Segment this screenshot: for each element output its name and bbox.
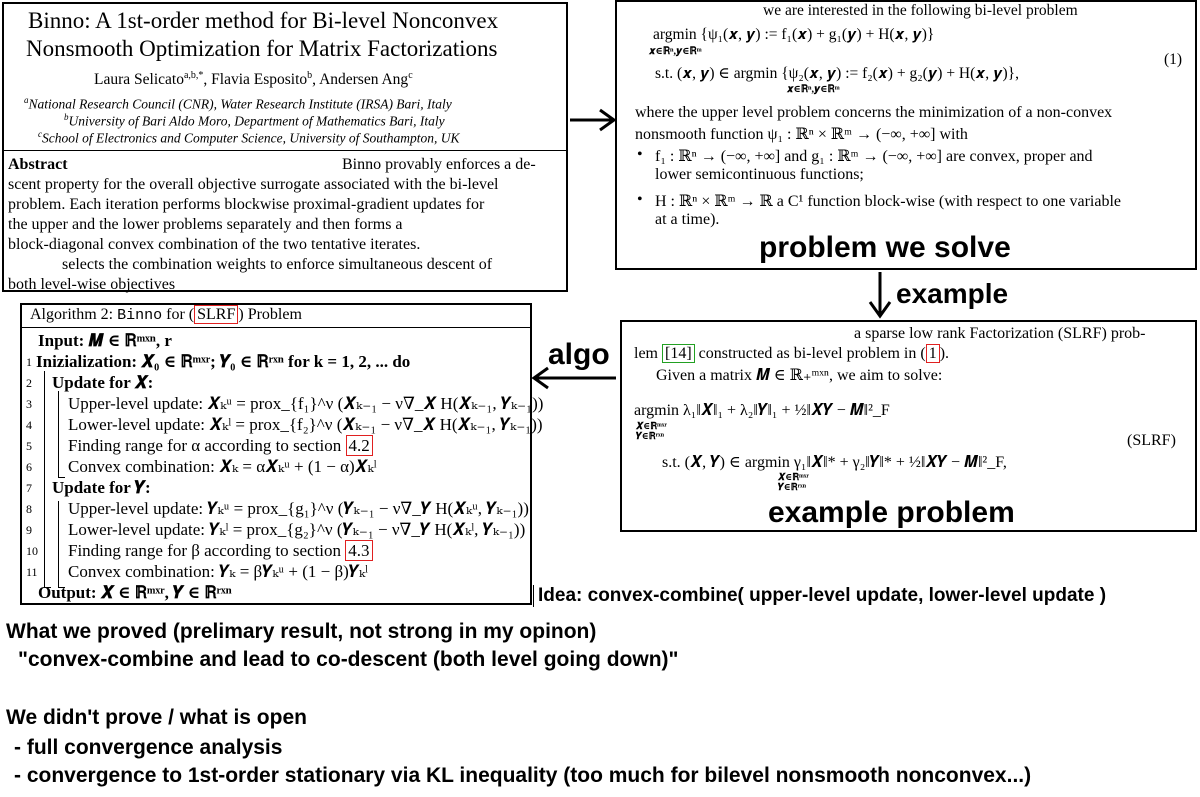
- slrf-eq-tag: (SLRF): [1127, 432, 1176, 449]
- proved-quote: "convex-combine and lead to co-descent (both level going down)": [18, 648, 679, 671]
- algorithm-line: [52, 373, 153, 393]
- algorithm-line-text: Upper-level update: 𝑿ₖᵘ = prox_{f₁}^ν (𝑿ₖ₋₁ − ν∇_𝑿 H(𝑿ₖ₋₁, 𝒀ₖ₋₁)): [68, 394, 544, 413]
- algorithm-line: [52, 478, 151, 498]
- abstract-line7: both level-wise objectives: [8, 276, 176, 293]
- problem-eq-upper: argmin {ψ₁(𝒙, 𝒚) := f₁(𝒙) + g₁(𝒚) + H(𝒙, 𝒚)}: [653, 26, 935, 43]
- abstract-line4: the upper and the lower problems separately and then forms a: [8, 216, 403, 233]
- slrf-intro-line3: Given a matrix 𝑴 ∈ ℝ₊ᵐˣⁿ, we aim to solve:: [656, 367, 943, 384]
- algorithm-header: Algorithm 2: Binno for ( SLRF ) Problem: [30, 306, 302, 324]
- paper-authors: Laura Selicato$^{a,b,*}$, Flavia Esposito$^b$, Andersen Ang$^c$: [94, 70, 413, 89]
- algorithm-line-number: 10: [26, 544, 38, 558]
- open-heading: We didn't prove / what is open: [6, 706, 307, 729]
- algorithm-line-text: Update for 𝑿:: [52, 373, 154, 392]
- example-label: example: [896, 278, 1009, 309]
- arrow-down-icon: [868, 270, 892, 320]
- abstract-line5: block-diagonal convex combination of the two tentative iterates.: [8, 236, 421, 253]
- algorithm-line-text: Inizialization: 𝑿₀ ∈ ℝᵐˣʳ; 𝒀₀ ∈ ℝʳˣⁿ for k = 1, 2, ... do: [36, 352, 411, 371]
- slrf-eq1-sub1: 𝑿∈ℝᵐˣʳ: [636, 422, 667, 432]
- open-item1: - full convergence analysis: [14, 736, 283, 759]
- algorithm-line-number: 1: [26, 355, 32, 369]
- algorithm-line-number: 9: [26, 523, 32, 537]
- algo-label: algo: [548, 338, 610, 371]
- slrf-eq2-sub1: 𝑿∈ℝᵐˣʳ: [778, 473, 809, 483]
- slrf-label: example problem: [768, 496, 1015, 529]
- paper-title-line2: Nonsmooth Optimization for Matrix Factorizations: [26, 36, 498, 61]
- algorithm-line: [68, 436, 373, 456]
- loop-bracket-x: [58, 391, 65, 478]
- section-ref[interactable]: 4.2: [346, 435, 373, 456]
- algorithm-line: [38, 331, 172, 351]
- loop-bracket-y: [58, 501, 65, 588]
- problem-eq-lower-sub: 𝒙∈ℝⁿ,𝒚∈ℝᵐ: [787, 84, 840, 95]
- proved-heading: What we proved (prelimary result, not strong in my opinon): [6, 620, 597, 643]
- problem-intro: we are interested in the following bi-level problem: [763, 2, 1078, 19]
- problem-eq-number: (1): [1164, 51, 1183, 68]
- algorithm-line-number: 7: [26, 481, 32, 495]
- problem-desc-line2: nonsmooth function ψ₁ : ℝⁿ × ℝᵐ → (−∞, +∞] with: [635, 126, 968, 143]
- slrf-intro-line2: lem [14] constructed as bi-level problem in ( 1 ).: [634, 345, 950, 362]
- algorithm-line: [68, 520, 525, 540]
- algorithm-line-text: Convex combination: 𝑿ₖ = α𝑿ₖᵘ + (1 − α)𝑿ₖˡ: [68, 457, 377, 476]
- algorithm-box: [20, 303, 544, 605]
- arrow-right-icon: [568, 108, 618, 132]
- abstract-heading: Abstract: [8, 156, 68, 173]
- slrf-eq2: s.t. (𝑿, 𝒀) ∈ argmin γ₁‖𝑿‖* + γ₂‖𝒀‖* + ½‖𝑿𝒀 − 𝑴‖²_F,: [662, 454, 1007, 471]
- algorithm-line-number: 4: [26, 418, 32, 432]
- algorithm-header-rule: [22, 327, 530, 328]
- slrf-eq1: argmin λ₁‖𝑿‖₁ + λ₂‖𝒀‖₁ + ½‖𝑿𝒀 − 𝑴‖²_F: [634, 402, 890, 419]
- algorithm-line-text: Input: 𝑴 ∈ ℝᵐˣⁿ, r: [38, 331, 172, 350]
- abstract-line6: selects the combination weights to enforce simultaneous descent of: [62, 256, 493, 273]
- slrf-box: [620, 320, 1197, 532]
- affiliation-c: $^c$School of Electronics and Computer Science, University of Southampton, UK: [38, 129, 460, 146]
- slrf-intro-line1: a sparse low rank Factorization (SLRF) prob-: [854, 325, 1146, 342]
- algorithm-line-number: 5: [26, 439, 32, 453]
- open-item2: - convergence to 1st-order stationary via KL inequality (too much for bilevel nonsmooth nonconvex...): [14, 764, 1032, 787]
- section-ref[interactable]: 4.3: [345, 540, 372, 561]
- problem-box: [615, 0, 1197, 270]
- problem-desc-line1: where the upper level problem concerns the minimization of a non-convex: [635, 104, 1113, 121]
- algorithm-line: [68, 562, 368, 582]
- slrf-eq1-sub2: 𝒀∈ℝʳˣⁿ: [636, 432, 665, 442]
- algorithm-line-number: 11: [26, 565, 38, 579]
- algorithm-line-text: Convex combination: 𝒀ₖ = β𝒀ₖᵘ + (1 − β)𝒀ₖˡ: [68, 562, 368, 581]
- algorithm-line: [68, 499, 529, 519]
- abstract-line1: Binno provably enforces a de-: [342, 156, 536, 173]
- algorithm-line: [68, 415, 543, 435]
- algorithm-line-text: Update for 𝒀:: [52, 478, 151, 497]
- slrf-eq2-sub2: 𝒀∈ℝʳˣⁿ: [778, 483, 807, 493]
- algorithm-line: [68, 457, 377, 477]
- algorithm-line: [36, 352, 410, 372]
- affiliation-b: $^b$University of Bari Aldo Moro, Department of Mathematics Bari, Italy: [64, 112, 445, 129]
- problem-bullet2-line1: • H : ℝⁿ × ℝᵐ → ℝ a C¹ function block-wise (with respect to one variable: [655, 191, 1121, 211]
- problem-label: problem we solve: [759, 231, 1011, 264]
- affiliation-a: $^a$National Research Council (CNR), Water Research Institute (IRSA) Bari, Italy: [24, 95, 452, 112]
- paper-title-line1: Binno: A 1st-order method for Bi-level Nonconvex: [28, 8, 499, 33]
- problem-bullet1-line2: lower semicontinuous functions;: [655, 166, 864, 183]
- problem-eq-upper-sub: 𝒙∈ℝⁿ,𝒚∈ℝᵐ: [649, 46, 702, 57]
- paper-header-box: [2, 2, 568, 292]
- algorithm-line: [68, 394, 543, 414]
- algorithm-line-text: Finding range for β according to section: [68, 541, 346, 560]
- problem-eq-lower: s.t. (𝒙, 𝒚) ∈ argmin {ψ₂(𝒙, 𝒚) := f₂(𝒙) + g₂(𝒚) + H(𝒙, 𝒚)},: [655, 65, 1019, 82]
- algorithm-line-text: Output: 𝑿 ∈ ℝᵐˣʳ, 𝒀 ∈ ℝʳˣⁿ: [38, 583, 232, 602]
- algorithm-line-text: Upper-level update: 𝒀ₖᵘ = prox_{g₁}^ν (𝒀ₖ₋₁ − ν∇_𝒀 H(𝑿ₖᵘ, 𝒀ₖ₋₁)): [68, 499, 529, 518]
- algorithm-line-number: 6: [26, 460, 32, 474]
- problem-bullet1-line1: • f₁ : ℝⁿ → (−∞, +∞] and g₁ : ℝᵐ → (−∞, +∞] are convex, proper and: [655, 146, 1093, 166]
- algorithm-line-number: 8: [26, 502, 32, 516]
- abstract-divider: [4, 150, 566, 151]
- loop-bracket-outer: [44, 371, 51, 588]
- algorithm-line-number: 3: [26, 397, 32, 411]
- algorithm-line: [38, 583, 232, 603]
- algorithm-line-text: Lower-level update: 𝒀ₖˡ = prox_{g₂}^ν (𝒀ₖ₋₁ − ν∇_𝒀 H(𝑿ₖˡ, 𝒀ₖ₋₁)): [68, 520, 526, 539]
- algorithm-line-text: Lower-level update: 𝑿ₖˡ = prox_{f₂}^ν (𝑿ₖ₋₁ − ν∇_𝑿 H(𝑿ₖ₋₁, 𝒀ₖ₋₁)): [68, 415, 543, 434]
- algorithm-line-number: 2: [26, 376, 32, 390]
- problem-bullet2-line2: at a time).: [655, 211, 720, 228]
- abstract-line2: scent property for the overall objective surrogate associated with the bi-level: [8, 176, 499, 193]
- algorithm-line: [68, 541, 373, 561]
- idea-note: Idea: convex-combine( upper-level update, lower-level update ): [533, 585, 1106, 607]
- abstract-line3: problem. Each iteration performs blockwise proximal-gradient updates for: [8, 196, 485, 213]
- algorithm-line-text: Finding range for α according to section: [68, 436, 346, 455]
